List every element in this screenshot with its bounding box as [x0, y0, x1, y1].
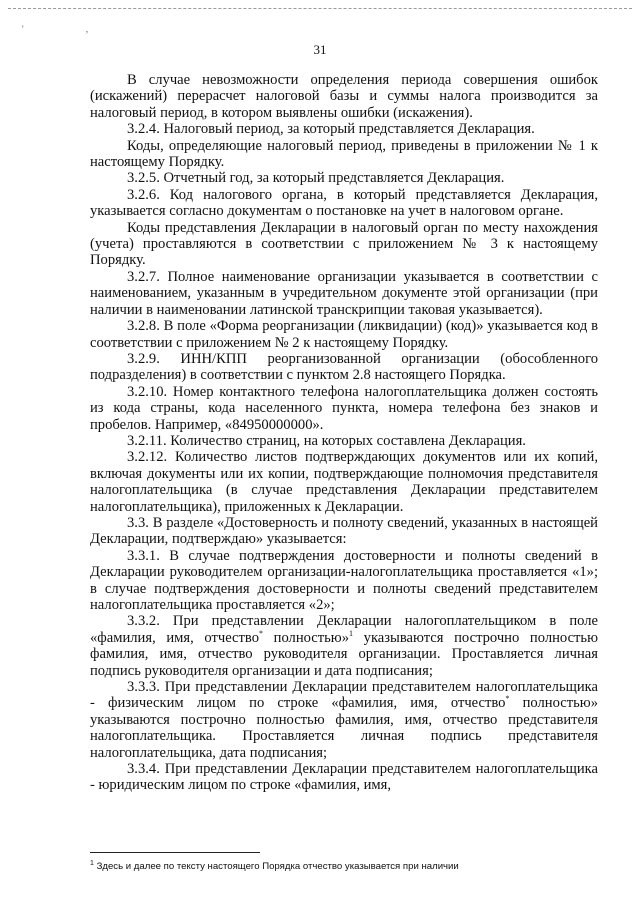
scan-edge-line — [8, 8, 632, 9]
footnote — [90, 858, 600, 873]
paragraph: 3.2.4. Налоговый период, за который представляется Декларация. — [127, 121, 535, 138]
footnote-text: Здесь и далее по тексту настоящего Порядка отчество указывается при наличии — [96, 861, 459, 873]
document-body — [90, 72, 598, 794]
paragraph: 3.2.12. Количество листов подтверждающих документов или их копий, включая документы или их копии, подтверждающие полномочия представителя налогоплательщика (в случае представления Декларации представителем налогоплательщика), приложенных к Декларации. — [90, 449, 598, 515]
paragraph: 3.2.7. Полное наименование организации указывается в соответствии с наименованием, указанным в учредительном документе этой организации (при наличии в наименовании латинской транскрипции таковая указывается). — [90, 268, 598, 318]
scan-specks: ' , — [22, 24, 119, 34]
paragraph-with-footnote: 3.3.2. При представлении Декларации налогоплательщиком в поле «фамилия, имя, отчество* полностью»$^1$ указываются построчно полностью фамилия, имя, отчество руководителя организации. Проставляется личная подпись руководителя организации и дата подписания; — [90, 613, 598, 679]
paragraph: В случае невозможности определения периода совершения ошибок (искажений) перерасчет налоговой базы и суммы налога производится за налоговый период, в котором выявлены ошибки (искажения). — [90, 72, 598, 121]
paragraph: 3.2.5. Отчетный год, за который представляется Декларация. — [127, 170, 505, 187]
paragraph: 3.2.8. В поле «Форма реорганизации (ликвидации) (код)» указывается код в соответствии с приложением № 2 к настоящему Порядку. — [90, 318, 598, 351]
paragraph: 3.3. В разделе «Достоверность и полноту сведений, указанных в настоящей Декларации, подтверждаю» указывается: — [90, 514, 598, 548]
paragraph: 3.2.6. Код налогового органа, в который представляется Декларация, указывается согласно документам о постановке на учет в налоговом органе. — [90, 186, 598, 220]
footnote-mark: 1 — [90, 860, 94, 867]
paragraph: Коды представления Декларации в налоговый орган по месту нахождения (учета) проставляются в соответствии с приложением № 3 к настоящему Порядку. — [90, 219, 598, 269]
footnote-reference[interactable]: 1 — [349, 628, 354, 638]
asterisk-mark: * — [259, 628, 263, 638]
paragraph: 3.3.3. При представлении Декларации представителем налогоплательщика - физическим лицом по строке «фамилия, имя, отчество* полностью» указываются построчно полностью фамилия, имя, отчество представителя налогоплательщика. Проставляется личная подпись представителя налогоплательщика, дата подписания; — [90, 679, 598, 761]
paragraph: 3.3.1. В случае подтверждения достоверности и полноты сведений в Декларации руководителем организации-налогоплательщика проставляется «1»; в случае подтверждения достоверности и полноты сведений представителем налогоплательщика проставляется «2»; — [90, 547, 598, 613]
paragraph: 3.2.9. ИНН/КПП реорганизованной организации (обособленного подразделения) в соответствии с пунктом 2.8 настоящего Порядка. — [90, 350, 598, 384]
footnote-separator — [90, 852, 260, 853]
paragraph: 3.2.11. Количество страниц, на которых составлена Декларация. — [127, 432, 526, 449]
paragraph: Коды, определяющие налоговый период, приведены в приложении № 1 к настоящему Порядку. — [90, 137, 598, 171]
asterisk-mark: * — [505, 694, 510, 704]
paragraph: 3.2.10. Номер контактного телефона налогоплательщика должен состоять из кода страны, кода населенного пункта, номера телефона без знаков и пробелов. Например, «84950000000». — [90, 383, 598, 433]
paragraph: 3.3.4. При представлении Декларации представителем налогоплательщика - юридическим лицом по строке «фамилия, имя, — [90, 761, 598, 794]
page-number: 31 — [313, 42, 327, 57]
